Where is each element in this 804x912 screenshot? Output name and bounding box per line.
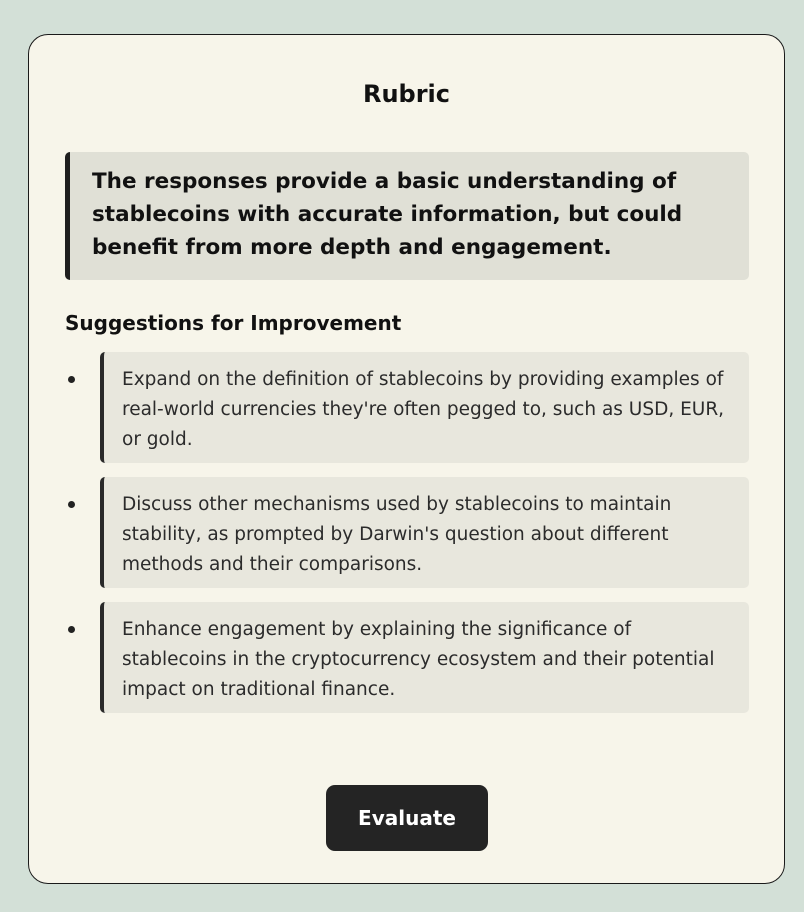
evaluate-button[interactable]: Evaluate: [326, 785, 488, 851]
rubric-card: [28, 34, 785, 884]
rubric-summary: The responses provide a basic understanding of stablecoins with accurate information, but could benefit from more depth and engagement.: [65, 152, 749, 280]
suggestion-item: [65, 602, 749, 713]
bullet-icon: [68, 501, 75, 508]
suggestion-text: Enhance engagement by explaining the significance of stablecoins in the cryptocurrency ecosystem and their potential impact on traditional finance.: [100, 602, 749, 713]
suggestions-list: [65, 352, 749, 727]
suggestions-heading: Suggestions for Improvement: [65, 311, 402, 335]
suggestion-item: [65, 352, 749, 463]
rubric-title: Rubric: [362, 80, 451, 108]
bullet-icon: [68, 626, 75, 633]
suggestion-text: Discuss other mechanisms used by stablecoins to maintain stability, as prompted by Darwin's question about different methods and their comparisons.: [100, 477, 749, 588]
suggestion-text: Expand on the definition of stablecoins by providing examples of real-world currencies they're often pegged to, such as USD, EUR, or gold.: [100, 352, 749, 463]
suggestion-item: [65, 477, 749, 588]
bullet-icon: [68, 376, 75, 383]
